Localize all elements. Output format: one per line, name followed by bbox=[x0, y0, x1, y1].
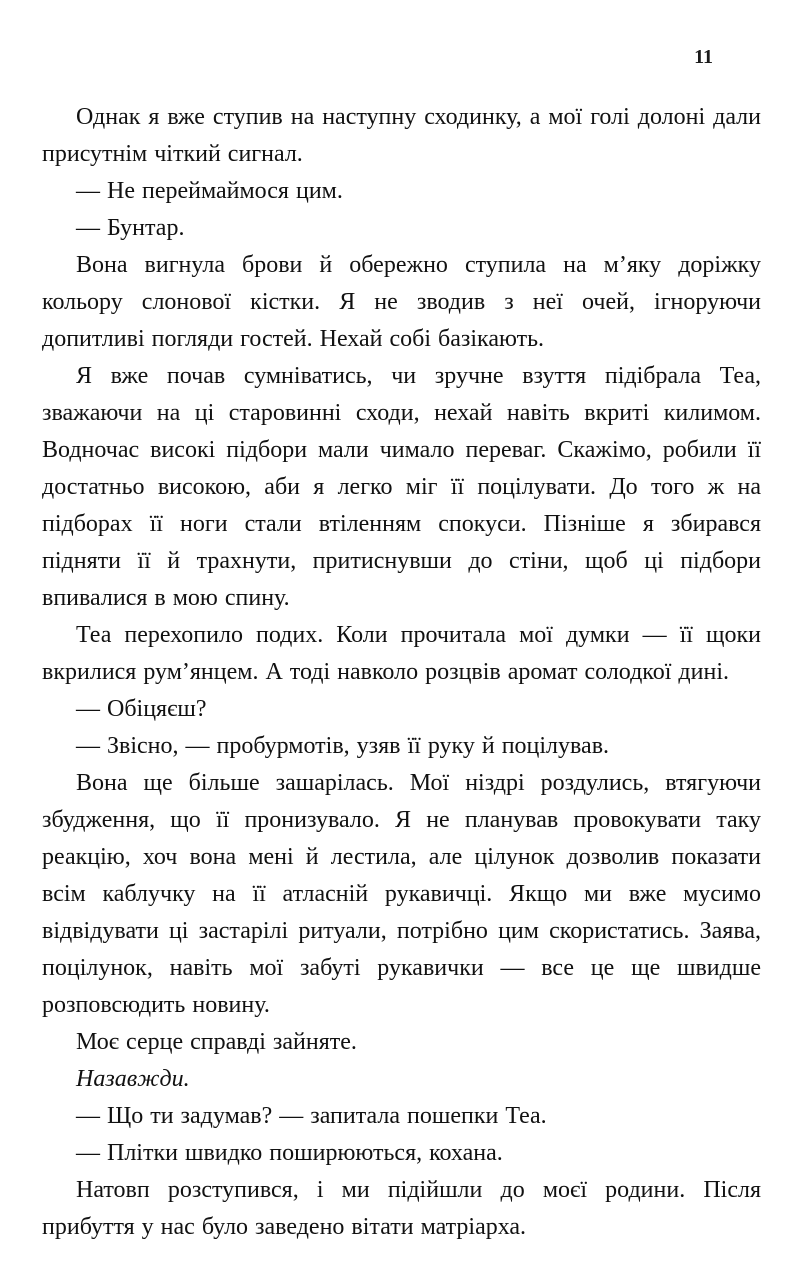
paragraph-dialogue: — Бунтар. bbox=[76, 215, 185, 241]
paragraph-dialogue: — Плітки швидко поширюються, кохана. bbox=[76, 1140, 503, 1166]
paragraph: Однак я вже ступив на наступну сходинку, а мої голі долоні дали присутнім чіткий сигнал. bbox=[42, 104, 761, 167]
page-number: 11 bbox=[694, 46, 713, 68]
paragraph: Моє серце справді зайняте. bbox=[76, 1029, 357, 1055]
paragraph-dialogue: — Не переймаймося цим. bbox=[76, 178, 343, 204]
text-block bbox=[42, 99, 761, 1246]
paragraph-emphasis: Назавжди. bbox=[76, 1066, 190, 1092]
paragraph: Теа перехопило подих. Коли прочитала мої думки — її щоки вкрилися рум’янцем. А тоді навколо розцвів аромат солодкої дині. bbox=[42, 622, 761, 685]
paragraph-dialogue: — Звісно, — пробурмотів, узяв її руку й поцілував. bbox=[76, 733, 610, 759]
paragraph: Натовп розступився, і ми підійшли до моєї родини. Після прибуття у нас було заведено вітати матріарха. bbox=[42, 1177, 761, 1240]
paragraph-dialogue: — Що ти задумав? — запитала пошепки Теа. bbox=[76, 1103, 547, 1129]
paragraph: Вона вигнула брови й обережно ступила на м’яку доріжку кольору слонової кістки. Я не зводив з неї очей, ігноруючи допитливі погляди гостей. Нехай собі базікають. bbox=[42, 252, 761, 352]
paragraph: Вона ще більше зашарілась. Мої ніздрі роздулись, втягуючи збудження, що її пронизувало. Я не планував провокувати таку реакцію, хоч вона мені й лестила, але цілунок дозволив показати всім каблучку на її атласній рукавичці. Якщо ми вже мусимо відвідувати ці застарілі ритуали, потрібно цим скористатись. Заява, поцілунок, навіть мої забуті рукавички — все це ще швидше розповсюдить новину. bbox=[42, 770, 761, 1018]
paragraph-dialogue: — Обіцяєш? bbox=[76, 696, 207, 722]
paragraph: Я вже почав сумніватись, чи зручне взуття підібрала Теа, зважаючи на ці старовинні сходи, нехай навіть вкриті килимом. Водночас високі підбори мали чимало переваг. Скажімо, робили її достатньо високою, аби я легко міг її поцілувати. До того ж на підборах її ноги стали втіленням спокуси. Пізніше я збирався підняти її й трахнути, притиснувши до стіни, щоб ці підбори впивалися в мою спину. bbox=[42, 363, 761, 611]
